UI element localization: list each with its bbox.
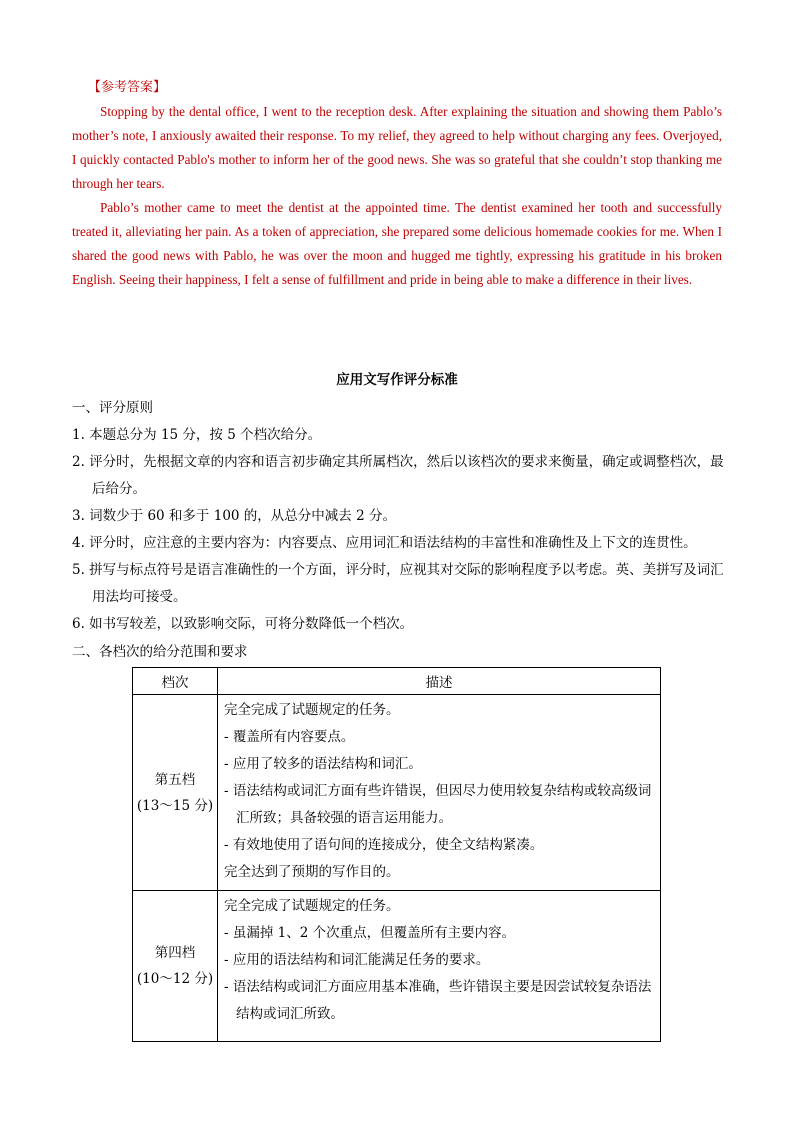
answer-label: 【参考答案】 <box>88 80 167 95</box>
level-name: 第五档 <box>154 771 196 788</box>
rule-item: 4. 评分时，应注意的主要内容为：内容要点、应用词汇和语法结构的丰富性和准确性及上下文的连贯性。 <box>72 535 697 551</box>
level-cell <box>133 695 218 891</box>
table-row <box>133 891 661 1042</box>
standard-title: 应用文写作评分标准 <box>336 372 458 388</box>
description-cell <box>218 891 661 1042</box>
level-range: (10～12 分) <box>136 971 214 987</box>
level-name: 第四档 <box>154 945 196 961</box>
rules-list <box>72 422 724 638</box>
rule-item: 6. 如书写较差，以致影响交际，可将分数降低一个档次。 <box>72 616 414 632</box>
rule-item: 3. 词数少于 60 和多于 100 的，从总分中减去 2 分。 <box>72 508 396 524</box>
rule-item: 5. 拼写与标点符号是语言准确性的一个方面，评分时，应视其对交际的影响程度予以考虑。英、美拼写及词汇用法均可接受。 <box>72 562 724 605</box>
description-bullet: - 有效地使用了语句间的连接成分，使全文结构紧凑。 <box>224 837 544 853</box>
table-row <box>133 695 661 891</box>
description-bullet: - 虽漏掉 1、2 个次重点，但覆盖所有主要内容。 <box>224 925 516 941</box>
description-cell <box>218 695 661 891</box>
description-intro: 完全完成了试题规定的任务。 <box>224 702 400 718</box>
answer-paragraph-2: Pablo’s mother came to meet the dentist at the appointed time. The dentist examined her tooth and successfully treated it, alleviating her pain. As a token of appreciation, she prepared some delicious homemade cookies for me. When I shared the good news with Pablo, he was over the moon and hugged me tightly, expressing his gratitude in his broken English. Seeing their happiness, I felt a sense of fulfillment and pride in being able to make a difference in their lives. <box>72 200 722 287</box>
description-bullet: - 覆盖所有内容要点。 <box>224 729 355 745</box>
description-bullet: - 应用的语法结构和词汇能满足任务的要求。 <box>224 952 490 968</box>
header-description: 描述 <box>218 668 661 695</box>
section-heading-principles: 一、评分原则 <box>72 400 153 416</box>
section-heading-levels: 二、各档次的给分范围和要求 <box>72 644 248 660</box>
grading-table <box>132 667 661 1042</box>
description-bullet: - 应用了较多的语法结构和词汇。 <box>224 756 422 772</box>
level-range: (13～15 分) <box>136 797 214 814</box>
rule-item: 1. 本题总分为 15 分，按 5 个档次给分。 <box>72 427 322 443</box>
description-bullet: - 语法结构或词汇方面应用基本准确，些许错误主要是因尝试较复杂语法结构或词汇所致。 <box>224 979 652 1022</box>
rule-item: 2. 评分时，先根据文章的内容和语言初步确定其所属档次，然后以该档次的要求来衡量，确定或调整档次，最后给分。 <box>72 454 724 497</box>
description-outro: 完全达到了预期的写作目的。 <box>224 864 400 880</box>
description-intro: 完全完成了试题规定的任务。 <box>224 898 400 914</box>
level-cell <box>133 891 218 1042</box>
header-level: 档次 <box>133 668 218 695</box>
answer-paragraph-1: Stopping by the dental office, I went to the reception desk. After explaining the situation and showing them Pablo’s mother’s note, I anxiously awaited their response. To my relief, they agreed to help without charging any fees. Overjoyed, I quickly contacted Pablo's mother to inform her of the good news. She was so grateful that she couldn’t stop thanking me through her tears. <box>72 104 722 191</box>
description-bullet: - 语法结构或词汇方面有些许错误，但因尽力使用较复杂结构或较高级词汇所致；具备较强的语言运用能力。 <box>224 783 652 826</box>
table-header-row <box>133 668 661 695</box>
